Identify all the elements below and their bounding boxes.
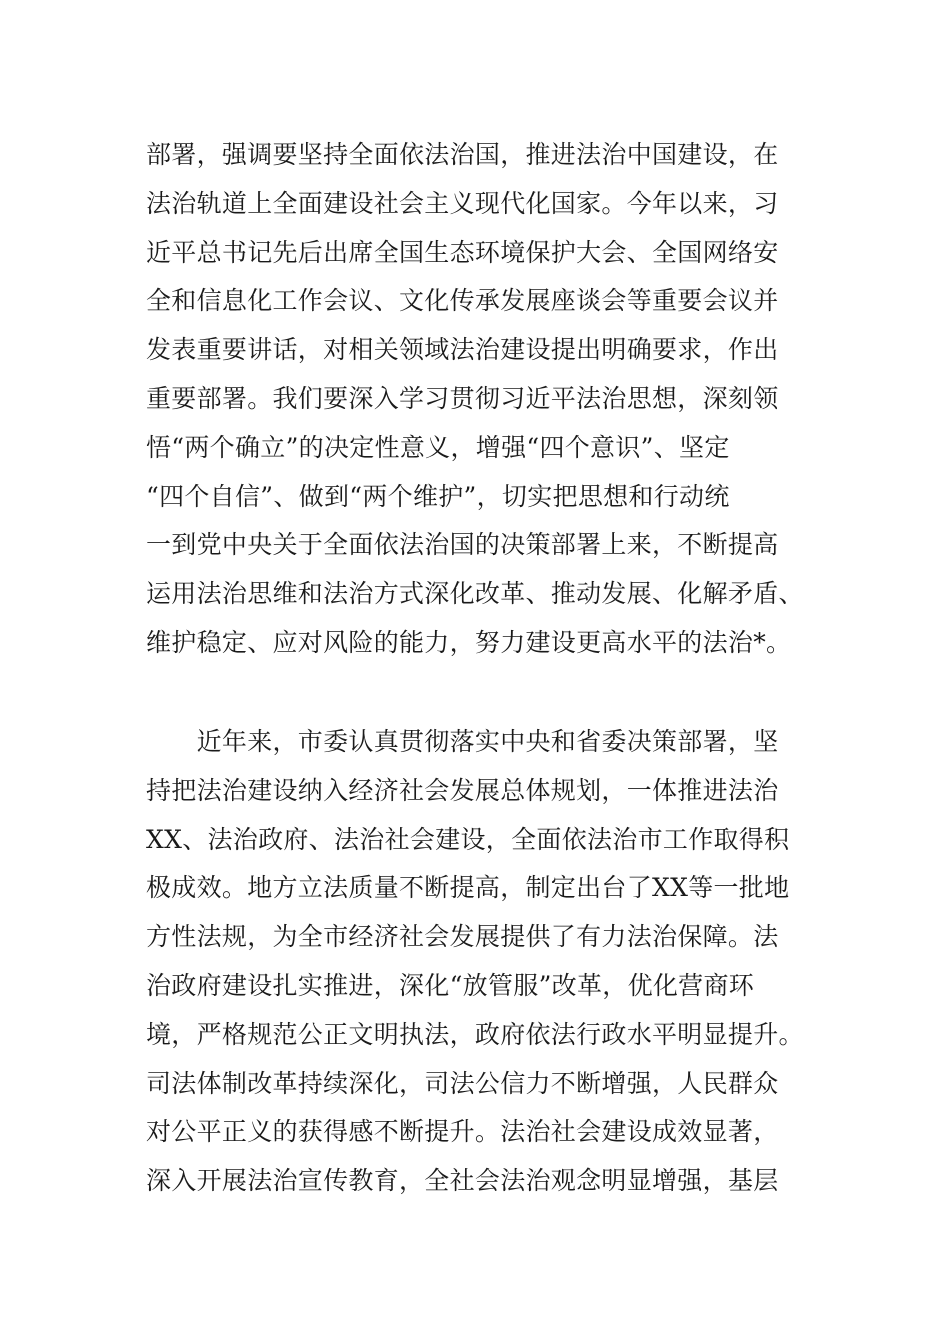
text-line: 重要部署。我们要深入学习贯彻习近平法治思想，深刻领 [146, 383, 779, 413]
text-line: 持把法治建设纳入经济社会发展总体规划，一体推进法治 [146, 775, 779, 805]
text-line: 近年来，市委认真贯彻落实中央和省委决策部署，坚 [146, 727, 779, 756]
text-line: 极成效。地方立法质量不断提高，制定出台了XX等一批地 [146, 873, 790, 903]
text-line: “四个自信”、做到“两个维护”，切实把思想和行动统 [146, 481, 730, 511]
text-line: 部署，强调要坚持全面依法治国，推进法治中国建设，在 [146, 140, 779, 169]
paragraph-2 [146, 718, 806, 1206]
text-line: 近平总书记先后出席全国生态环境保护大会、全国网络安 [146, 237, 779, 267]
text-line: 一到党中央关于全面依法治国的决策部署上来，不断提高 [146, 530, 779, 560]
text-line: 司法体制改革持续深化，司法公信力不断增强，人民群众 [146, 1068, 779, 1098]
text-line: 深入开展法治宣传教育，全社会法治观念明显增强，基层 [146, 1166, 779, 1196]
text-line: 发表重要讲话，对相关领域法治建设提出明确要求，作出 [146, 335, 779, 365]
text-line: 对公平正义的获得感不断提升。法治社会建设成效显著， [146, 1117, 779, 1147]
text-line: 治政府建设扎实推进，深化“放管服”改革，优化营商环 [146, 970, 755, 1000]
text-line: 境，严格规范公正文明执法，政府依法行政水平明显提升。 [146, 1019, 804, 1049]
text-line: 维护稳定、应对风险的能力，努力建设更高水平的法治*。 [146, 627, 792, 657]
text-line: XX、法治政府、法治社会建设，全面依法治市工作取得积 [146, 824, 790, 854]
text-line: 悟“两个确立”的决定性意义，增强“四个意识”、坚定 [146, 432, 730, 462]
text-line: 运用法治思维和法治方式深化改革、推动发展、化解矛盾、 [146, 579, 804, 609]
paragraph-1 [146, 131, 806, 668]
text-line: 方性法规，为全市经济社会发展提供了有力法治保障。法 [146, 922, 779, 952]
text-line: 法治轨道上全面建设社会主义现代化国家。今年以来，习 [146, 188, 779, 218]
text-line: 全和信息化工作会议、文化传承发展座谈会等重要会议并 [146, 286, 779, 316]
